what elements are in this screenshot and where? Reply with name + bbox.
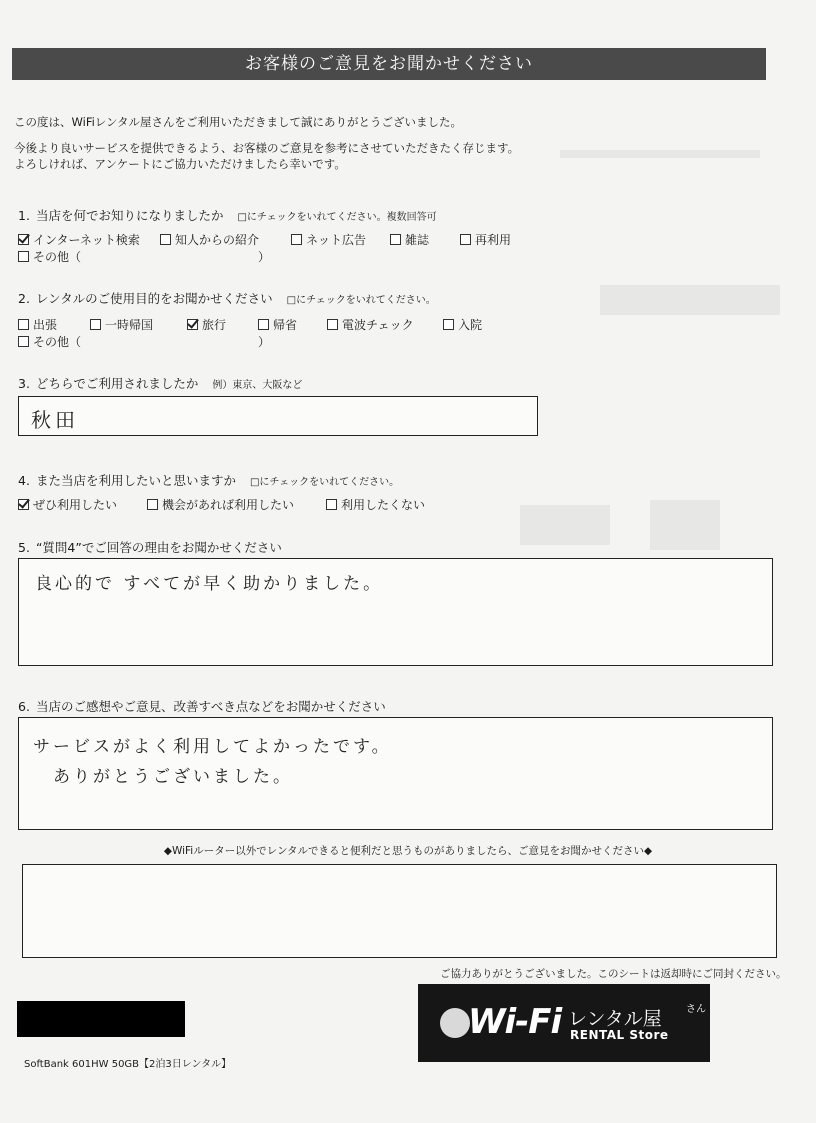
- q2-option-temporary-return[interactable]: [90, 316, 153, 333]
- logo-wifi-text: Wi-Fi: [468, 1002, 562, 1042]
- q5-number: 5.: [18, 540, 30, 555]
- checkbox[interactable]: [327, 319, 338, 330]
- checkbox[interactable]: [90, 319, 101, 330]
- checkbox[interactable]: [291, 234, 302, 245]
- mascot-icon: [440, 1008, 470, 1038]
- rental-plan-info: SoftBank 601HW 50GB【2泊3日レンタル】: [24, 1059, 232, 1070]
- q2-note: □にチェックをいれてください。: [286, 295, 436, 306]
- q6-answer-box[interactable]: [18, 717, 773, 830]
- option-label: 出張: [33, 318, 58, 332]
- intro-line-2: 今後より良いサービスを提供できるよう、お客様のご意見を参考にさせていただきたく存じます。: [14, 141, 520, 155]
- q5-answer-text: 良心的で すべてが早く助かりました。: [35, 574, 384, 594]
- q1-title: 当店を何でお知りになりましたか: [35, 208, 224, 223]
- scan-bleed: [650, 500, 720, 550]
- brand-logo: [418, 984, 710, 1062]
- checkbox[interactable]: [460, 234, 471, 245]
- checkbox[interactable]: [390, 234, 401, 245]
- checkbox[interactable]: [18, 251, 29, 262]
- q6-number: 6.: [18, 699, 30, 714]
- q4-option-if-chance[interactable]: [147, 496, 294, 513]
- q6-title: 当店のご感想やご意見、改善すべき点などをお聞かせください: [35, 699, 386, 714]
- q1-heading: [18, 206, 437, 224]
- q1-note: □にチェックをいれてください。複数回答可: [237, 212, 437, 223]
- option-label: 機会があれば利用したい: [162, 498, 295, 512]
- thanks-note: ご協力ありがとうございました。このシートは返却時にご同封ください。: [440, 968, 787, 980]
- checkbox-checked[interactable]: [187, 319, 198, 330]
- checkbox[interactable]: [258, 319, 269, 330]
- logo-japanese-text: レンタル屋: [568, 1008, 662, 1030]
- q2-option-signal-check[interactable]: [327, 316, 414, 333]
- option-label: 帰省: [273, 318, 298, 332]
- q3-answer-text: 秋田: [31, 408, 79, 432]
- checkbox[interactable]: [18, 336, 29, 347]
- checkbox[interactable]: [443, 319, 454, 330]
- checkbox-checked[interactable]: [18, 234, 29, 245]
- scan-bleed: [520, 505, 610, 545]
- q4-title: また当店を利用したいと思いますか: [35, 473, 236, 488]
- intro-line-3: よろしければ、アンケートにご協力いただけましたら幸いです。: [14, 157, 346, 171]
- checkbox[interactable]: [147, 499, 158, 510]
- q3-number: 3.: [18, 376, 30, 391]
- q1-option-magazine[interactable]: [390, 231, 429, 248]
- scan-bleed: [560, 150, 760, 158]
- q6-answer-line-1: サービスがよく利用してよかったです。: [33, 737, 392, 757]
- q1-other-close: ）: [258, 250, 271, 264]
- option-label: 一時帰国: [105, 318, 154, 332]
- q4-heading: [18, 471, 399, 489]
- q7-heading: ◆WiFiルーター以外でレンタルできると便利だと思うものがありましたら、ご意見をお聞かせください◆: [163, 845, 653, 857]
- option-label: インターネット検索: [33, 233, 140, 247]
- q3-note: 例）東京、大阪など: [212, 380, 303, 391]
- q2-option-hospital[interactable]: [443, 316, 482, 333]
- option-label: 入院: [458, 318, 483, 332]
- scan-bleed: [600, 285, 780, 315]
- q7-answer-box[interactable]: [22, 864, 777, 958]
- option-label: 旅行: [202, 318, 227, 332]
- option-label: 知人からの紹介: [175, 233, 260, 247]
- checkbox[interactable]: [160, 234, 171, 245]
- q4-number: 4.: [18, 473, 30, 488]
- q3-heading: [18, 374, 302, 392]
- option-label: 利用したくない: [341, 498, 426, 512]
- q5-heading: [18, 538, 282, 556]
- q1-option-internet[interactable]: [18, 231, 140, 248]
- q4-option-no[interactable]: [326, 496, 425, 513]
- logo-san-text: さん: [686, 1004, 706, 1015]
- q2-other-close: ）: [258, 335, 271, 349]
- redacted-customer-info: [17, 1001, 185, 1037]
- q1-option-reuse[interactable]: [460, 231, 511, 248]
- option-label: ネット広告: [306, 233, 367, 247]
- q4-option-definitely[interactable]: [18, 496, 117, 513]
- q3-answer-box[interactable]: [18, 396, 538, 436]
- q3-title: どちらでご利用されましたか: [35, 376, 199, 391]
- q2-option-homecoming[interactable]: [258, 316, 297, 333]
- option-label: その他（: [33, 250, 82, 264]
- q2-number: 2.: [18, 291, 30, 306]
- option-label: 再利用: [475, 233, 512, 247]
- option-label: ぜひ利用したい: [33, 498, 118, 512]
- q5-answer-box[interactable]: [18, 558, 773, 666]
- q2-option-travel[interactable]: [187, 316, 226, 333]
- q1-option-referral[interactable]: [160, 231, 259, 248]
- q1-option-net-ad[interactable]: [291, 231, 366, 248]
- option-label: 雑誌: [405, 233, 430, 247]
- q2-option-other[interactable]: [18, 333, 81, 350]
- q2-heading: [18, 289, 436, 307]
- q1-number: 1.: [18, 208, 30, 223]
- intro-line-1: この度は、WiFiレンタル屋さんをご利用いただきまして誠にありがとうございました。: [14, 115, 463, 129]
- q6-answer-line-2: ありがとうございました。: [53, 767, 293, 787]
- option-label: その他（: [33, 335, 82, 349]
- logo-english-text: RENTAL Store: [570, 1028, 669, 1042]
- q2-option-business[interactable]: [18, 316, 57, 333]
- q1-option-other[interactable]: [18, 248, 81, 265]
- checkbox[interactable]: [326, 499, 337, 510]
- q6-heading: [18, 697, 386, 715]
- checkbox-checked[interactable]: [18, 499, 29, 510]
- option-label: 電波チェック: [342, 318, 414, 332]
- q4-note: □にチェックをいれてください。: [249, 477, 400, 488]
- q2-title: レンタルのご使用目的をお聞かせください: [35, 291, 273, 306]
- form-title: お客様のご意見をお聞かせください: [12, 48, 766, 80]
- checkbox[interactable]: [18, 319, 29, 330]
- q5-title: “質問4”でご回答の理由をお聞かせください: [35, 540, 282, 555]
